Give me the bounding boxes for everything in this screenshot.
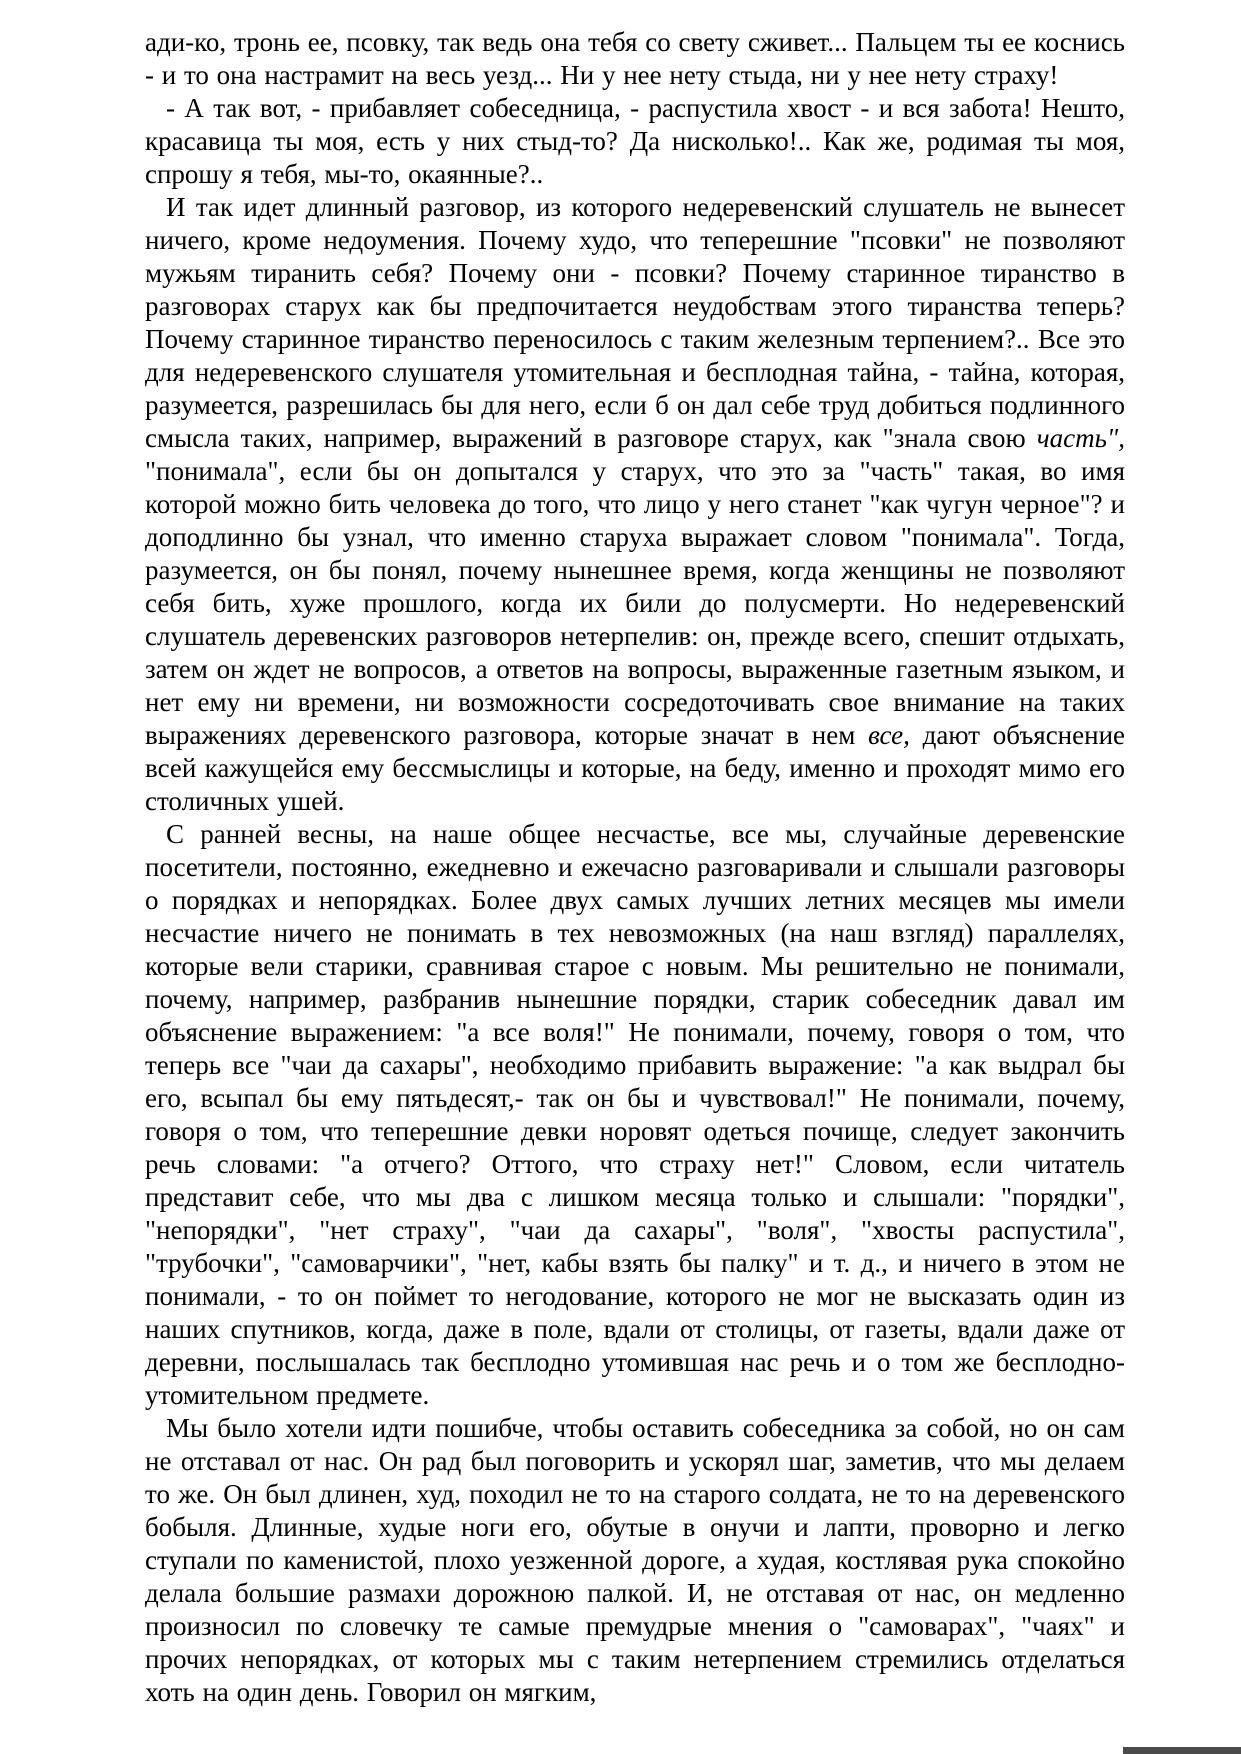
text-run: С ранней весны, на наше общее несчастье, все мы, случайные деревенские посетители, постоянно, ежедневно и ежечасно разговаривали и слышали разговоры о порядках и непорядках. Более двух самых лучших летних месяцев мы имели несчастие ничего не понимать в тех невозможных (на наш взгляд) параллелях, которые вели старики, сравнивая старое с новым. Мы решительно не понимали, почему, например, разбранив нынешние порядки, старик собеседник давал им объяснение выражением: "а все воля!" Не понимали, почему, говоря о том, что теперь все "чаи да сахары", необходимо прибавить выражение: "а как выдрал бы его, всыпал бы ему пятьдесят,- так он бы и чувствовал!" Не понимали, почему, говоря о том, что теперешние девки норовят одеться почище, следует закончить речь словами: "а отчего? Оттого, что страху нет!" Словом, если читатель представит себе, что мы два с лишком месяца только и слышали: "порядки", "непорядки", "нет страху", "чаи да сахары", "воля", "хвосты распустила", "трубочки", "самоварчики", "нет, кабы взять бы палку" и т. д., и ничего в этом не понимали, - то он поймет то негодование, которого не мог не высказать один из наших спутников, когда, даже в поле, вдали от столицы, от газеты, вдали даже от деревни, послышалась так бесплодно утомившая нас речь и о том же бесплодно-утомительном предмете.: [145, 819, 1125, 1410]
paragraph: [145, 26, 1125, 92]
paragraph: [145, 191, 1125, 818]
paragraph: [145, 818, 1125, 1412]
text-body: [145, 26, 1125, 1709]
text-run: Мы было хотели идти пошибче, чтобы оставить собеседника за собой, но он сам не отставал от нас. Он рад был поговорить и ускорял шаг, заметив, что мы делаем то же. Он был длинен, худ, походил не то на старого солдата, не то на деревенского бобыля. Длинные, худые ноги его, обутые в онучи и лапти, проворно и легко ступали по каменистой, плохо уезженной дороге, а худая, костлявая рука спокойно делала большие размахи дорожною палкой. И, не отставая от нас, он медленно произносил по словечку те самые премудрые мнения о "самоварах", "чаях" и прочих непорядках, от которых мы с таким нетерпением стремились отделаться хоть на один день. Говорил он мягким,: [145, 1413, 1125, 1707]
text-run: "понимала", если бы он допытался у старух, что это за "часть" такая, во имя которой можно бить человека до того, что лицо у него станет "как чугун черное"? и доподлинно бы узнал, что именно старуха выражает словом "понимала". Тогда, разумеется, он бы понял, почему нынешнее время, когда женщины не позволяют себя бить, хуже прошлого, когда их били до полусмерти. Но недеревенский слушатель деревенских разговоров нетерпелив: он, прежде всего, спешит отдыхать, затем он ждет не вопросов, а ответов на вопросы, выраженные газетным языком, и нет ему ни времени, ни возможности сосредоточивать свое внимание на таких выражениях деревенского разговора, которые значат в нем: [145, 456, 1125, 750]
text-run: - А так вот, - прибавляет собеседница, - распустила хвост - и вся забота! Нешто, красавица ты моя, есть у них стыд-то? Да нисколько!.. Как же, родимая ты моя, спрошу я тебя, мы-то, окаянные?..: [145, 93, 1125, 189]
text-run: дают объяснение всей кажущейся ему бессмыслицы и которые, на беду, именно и проходят мимо его столичных ушей.: [145, 720, 1125, 816]
text-run: И так идет длинный разговор, из которого недеревенский слушатель не вынесет ничего, кроме недоумения. Почему худо, что теперешние "псовки" не позволяют мужьям тиранить себя? Почему они - псовки? Почему старинное тиранство в разговорах старух как бы предпочитается неудобствам этого тиранства теперь? Почему старинное тиранство переносилось с таким железным терпением?.. Все это для недеревенского слушателя утомительная и бесплодная тайна, - тайна, которая, разумеется, разрешилась бы для него, если б он дал себе труд добиться подлинного смысла таких, например, выражений в разговоре старух, как "знала свою: [145, 192, 1125, 453]
italic-text-run: все,: [868, 720, 910, 750]
text-run: ади-ко, тронь ее, псовку, так ведь она тебя со свету сживет... Пальцем ты ее коснись - и то она настрамит на весь уезд... Ни у нее нету стыда, ни у нее нету страху!: [145, 27, 1125, 90]
paragraph: [145, 92, 1125, 191]
paragraph: [145, 1412, 1125, 1709]
bottom-edge-artifact: [1123, 1747, 1241, 1754]
italic-text-run: часть",: [1036, 423, 1125, 453]
